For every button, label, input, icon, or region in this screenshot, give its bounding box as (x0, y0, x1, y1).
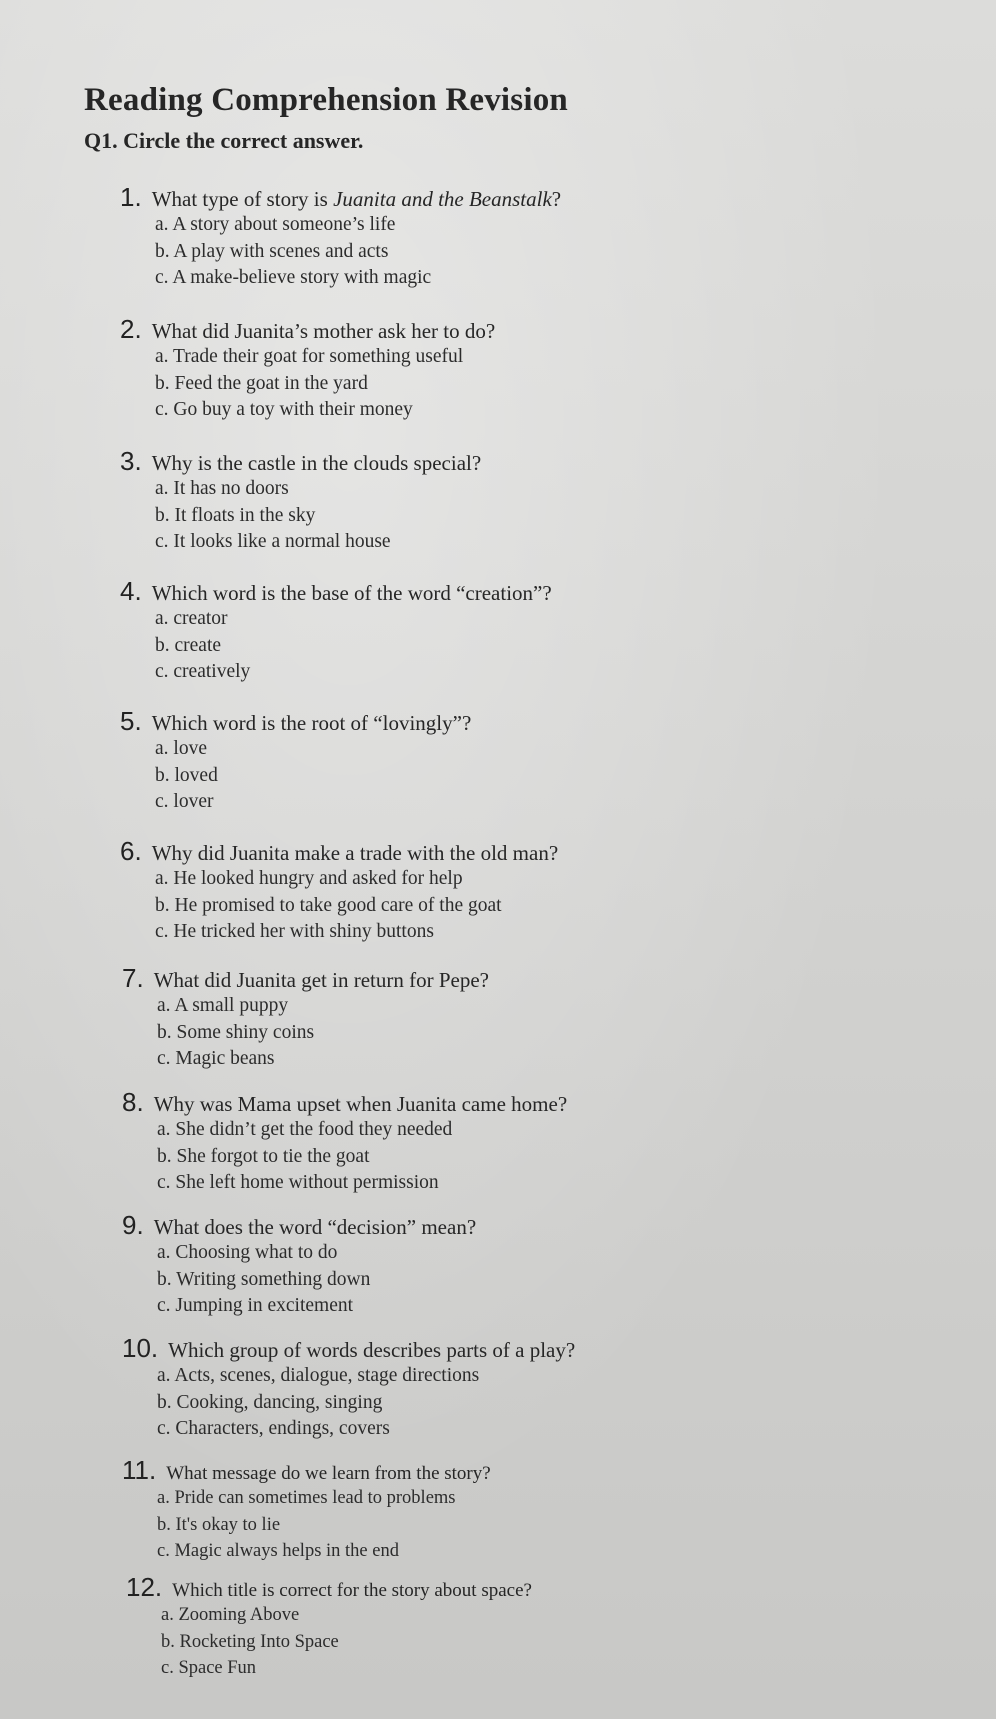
question-prompt: What message do we learn from the story? (166, 1463, 491, 1484)
question-number: 9. (122, 1210, 144, 1240)
option-c[interactable]: c. It looks like a normal house (155, 531, 391, 552)
question-number: 12. (126, 1572, 163, 1602)
question-number: 3. (120, 446, 142, 476)
answer-options (122, 1363, 882, 1443)
option-b[interactable]: b. Rocketing Into Space (161, 1631, 339, 1652)
question-prompt: Why is the castle in the clouds special? (151, 451, 482, 475)
option-c[interactable]: c. Characters, endings, covers (157, 1418, 390, 1439)
option-c[interactable]: c. Go buy a toy with their money (155, 399, 413, 420)
answer-options (120, 736, 880, 816)
question-number: 11. (122, 1455, 157, 1485)
option-c[interactable]: c. creatively (155, 661, 251, 682)
question-prompt: What did Juanita get in return for Pepe? (153, 968, 489, 992)
question-number: 4. (120, 576, 142, 606)
answer-options (120, 212, 880, 292)
question-6-text (120, 836, 880, 866)
question-12 (126, 1572, 886, 1682)
question-prompt: Which word is the root of “lovingly”? (151, 711, 472, 735)
option-b[interactable]: b. Some shiny coins (157, 1021, 315, 1043)
option-b[interactable]: b. He promised to take good care of the goat (155, 894, 502, 916)
question-prompt: Which word is the base of the word “creation”? (151, 581, 552, 605)
option-a[interactable]: a. He looked hungry and asked for help (155, 868, 463, 889)
question-7 (122, 963, 882, 1073)
question-prompt: Which group of words describes parts of a play? (168, 1338, 576, 1362)
option-b[interactable]: b. Writing something down (157, 1268, 371, 1290)
option-c[interactable]: c. lover (155, 791, 214, 812)
option-b[interactable]: b. Feed the goat in the yard (155, 372, 368, 394)
option-a[interactable]: a. She didn’t get the food they needed (157, 1119, 453, 1140)
question-11 (122, 1455, 882, 1565)
option-b[interactable]: b. She forgot to tie the goat (157, 1145, 370, 1167)
option-a[interactable]: a. creator (155, 608, 228, 629)
question-number: 7. (122, 963, 144, 993)
option-c[interactable]: c. Magic beans (157, 1048, 275, 1069)
answer-options (122, 1485, 882, 1565)
question-number: 2. (120, 314, 142, 344)
question-prompt: What does the word “decision” mean? (153, 1215, 477, 1239)
question-number: 8. (122, 1087, 144, 1117)
question-8-text (122, 1087, 882, 1117)
question-3 (120, 446, 880, 556)
option-c[interactable]: c. Jumping in excitement (157, 1295, 354, 1316)
option-b[interactable]: b. Cooking, dancing, singing (157, 1391, 383, 1413)
question-number: 10. (122, 1333, 159, 1363)
option-a[interactable]: a. Pride can sometimes lead to problems (157, 1488, 456, 1508)
question-10 (122, 1333, 882, 1443)
answer-options (120, 344, 880, 424)
option-a[interactable]: a. Zooming Above (161, 1605, 300, 1625)
instruction: Q1. Circle the correct answer. (84, 128, 364, 153)
question-number: 1. (120, 182, 142, 212)
option-b[interactable]: b. A play with scenes and acts (155, 240, 389, 262)
question-7-text (122, 963, 882, 993)
question-5-text (120, 706, 880, 736)
question-8 (122, 1087, 882, 1197)
option-b[interactable]: b. It floats in the sky (155, 504, 316, 526)
question-2-text (120, 314, 880, 344)
answer-options (126, 1602, 886, 1682)
option-b[interactable]: b. It's okay to lie (157, 1514, 281, 1535)
question-1 (120, 182, 880, 292)
question-3-text (120, 446, 880, 476)
option-a[interactable]: a. A story about someone’s life (155, 214, 396, 235)
question-4 (120, 576, 880, 686)
option-a[interactable]: a. It has no doors (155, 478, 289, 499)
option-c[interactable]: c. Space Fun (161, 1658, 257, 1678)
worksheet-title: Reading Comprehension Revision (84, 82, 568, 118)
option-a[interactable]: a. A small puppy (157, 995, 289, 1016)
option-c[interactable]: c. Magic always helps in the end (157, 1541, 399, 1561)
question-11-text (122, 1455, 882, 1485)
question-5 (120, 706, 880, 816)
option-a[interactable]: a. Trade their goat for something useful (155, 346, 464, 367)
question-prompt: Which title is correct for the story about space? (172, 1580, 532, 1601)
question-prompt: What type of story is Juanita and the Beanstalk? (151, 187, 562, 211)
question-1-text (120, 182, 880, 212)
question-prompt: Why did Juanita make a trade with the old man? (151, 841, 559, 865)
question-4-text (120, 576, 880, 606)
question-prompt: What did Juanita’s mother ask her to do? (151, 319, 496, 343)
question-9-text (122, 1210, 882, 1240)
option-a[interactable]: a. love (155, 738, 207, 759)
question-number: 6. (120, 836, 142, 866)
option-a[interactable]: a. Choosing what to do (157, 1242, 338, 1263)
option-a[interactable]: a. Acts, scenes, dialogue, stage directions (157, 1365, 480, 1386)
answer-options (122, 993, 882, 1073)
option-c[interactable]: c. She left home without permission (157, 1172, 439, 1193)
answer-options (122, 1117, 882, 1197)
answer-options (120, 476, 880, 556)
option-c[interactable]: c. He tricked her with shiny buttons (155, 921, 434, 942)
question-number: 5. (120, 706, 142, 736)
question-12-text (126, 1572, 886, 1602)
question-10-text (122, 1333, 882, 1363)
option-b[interactable]: b. loved (155, 764, 218, 786)
question-2 (120, 314, 880, 424)
option-c[interactable]: c. A make-believe story with magic (155, 267, 432, 288)
answer-options (122, 1240, 882, 1320)
question-9 (122, 1210, 882, 1320)
question-prompt: Why was Mama upset when Juanita came home? (153, 1092, 568, 1116)
answer-options (120, 606, 880, 686)
answer-options (120, 866, 880, 946)
option-b[interactable]: b. create (155, 634, 222, 656)
question-6 (120, 836, 880, 946)
